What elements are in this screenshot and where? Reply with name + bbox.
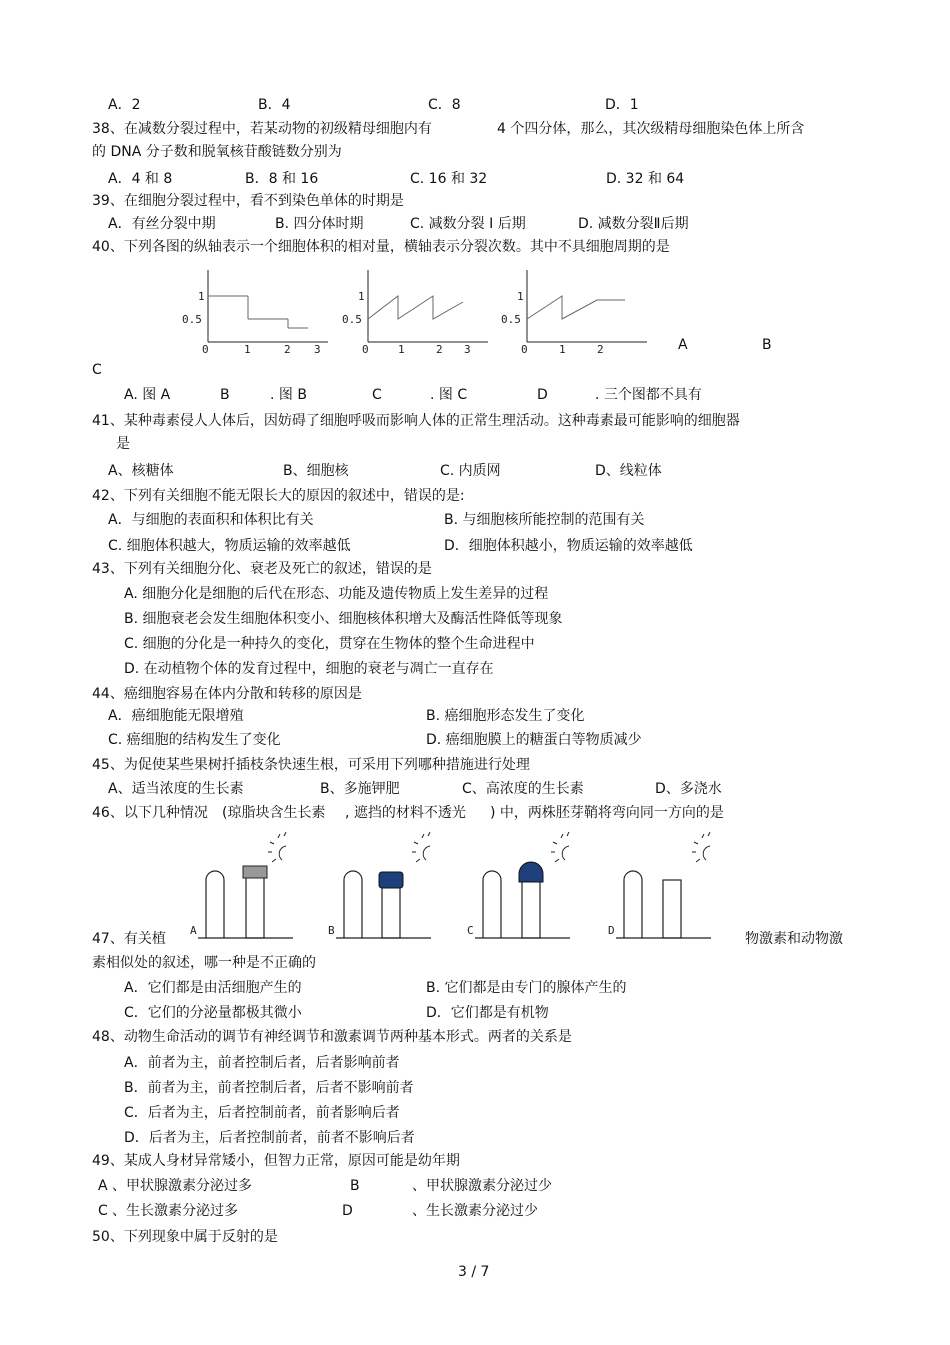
q44-option-c: C. 癌细胞的结构发生了变化 (108, 732, 281, 748)
q40-stem: 40、下列各图的纵轴表示一个细胞体积的相对量，横轴表示分裂次数。其中不具细胞周期的是 (92, 239, 670, 255)
q41-option-c: C. 内质网 (440, 463, 501, 479)
q44-option-d: D. 癌细胞膜上的糖蛋白等物质减少 (426, 732, 642, 748)
q47-stem-part2: 物激素和动物激 (745, 931, 843, 947)
q45-option-d: D、多浇水 (655, 781, 722, 797)
q38-option-c: C. 16 和 32 (410, 171, 488, 187)
q44-stem: 44、癌细胞容易在体内分散和转移的原因是 (92, 686, 362, 702)
q39-option-c: C. 减数分裂 I 后期 (410, 216, 526, 232)
q46-stem-part2: (琼脂块含生长素 (222, 805, 326, 821)
q47-option-d: D．它们都是有机物 (426, 1005, 549, 1021)
q41-stem-line2: 是 (116, 436, 130, 452)
q43-option-c: C. 细胞的分化是一种持久的变化，贯穿在生物体的整个生命进程中 (124, 636, 535, 652)
q38-option-b: B．8 和 16 (245, 171, 319, 187)
sun-icon (692, 832, 710, 862)
q40-graph-a-y1: 1 (198, 290, 205, 303)
q39-option-a: A．有丝分裂中期 (108, 216, 216, 232)
q48-stem: 48、动物生命活动的调节有神经调节和激素调节两种基本形式。两者的关系是 (92, 1029, 572, 1045)
q45-option-b: B、多施钾肥 (320, 781, 400, 797)
q38-option-d: D. 32 和 64 (606, 171, 685, 187)
q48-option-b: B．前者为主，前者控制后者，后者不影响前者 (124, 1080, 414, 1096)
q39-stem: 39、在细胞分裂过程中，看不到染色单体的时期是 (92, 193, 404, 209)
q49-option-d-text: 、生长激素分泌过少 (412, 1203, 538, 1219)
q40-option-d-letter: D (537, 387, 548, 403)
q49-option-c-letter: C (98, 1203, 108, 1219)
q49-option-b-letter: B (350, 1178, 360, 1194)
q41-option-a: A、核糖体 (108, 463, 174, 479)
q46-figure-b (326, 832, 436, 942)
q46-figure-a (188, 832, 298, 942)
q42-option-c: C. 细胞体积越大，物质运输的效率越低 (108, 538, 351, 554)
q40-option-d-text: . 三个图都不具有 (595, 387, 702, 403)
q40-graph-a (178, 270, 321, 356)
sun-icon (551, 832, 569, 862)
q45-option-a: A、适当浓度的生长素 (108, 781, 244, 797)
q38-stem-line2: 的 DNA 分子数和脱氧核苷酸链数分别为 (92, 144, 342, 160)
q42-option-b: B. 与细胞核所能控制的范围有关 (444, 512, 645, 528)
q48-option-a: A．前者为主，前者控制后者，后者影响前者 (124, 1055, 400, 1071)
q43-option-d: D. 在动植物个体的发育过程中，细胞的衰老与凋亡一直存在 (124, 661, 494, 677)
q49-option-d-letter: D (342, 1203, 353, 1219)
q40-graph-c-x1: 1 (559, 343, 566, 356)
q41-option-b: B、细胞核 (283, 463, 349, 479)
q40-option-c-letter: C (372, 387, 382, 403)
q49-option-c-text: 、生长激素分泌过多 (112, 1203, 238, 1219)
q46-figure-a-label: A (190, 924, 197, 937)
q41-option-d: D、线粒体 (595, 463, 662, 479)
q47-stem-part1: 47、有关植 (92, 931, 166, 947)
q40-graph-a-x0: 0 (202, 343, 209, 356)
q46-figure-d-label: D (608, 924, 615, 937)
q40-graph-c-y05: 0.5 (501, 313, 521, 326)
q40-graph-c-x2: 2 (597, 343, 604, 356)
q39-option-b: B. 四分体时期 (275, 216, 364, 232)
sun-icon (412, 832, 430, 862)
q46-figure-c-label: C (467, 924, 474, 937)
q40-side-label-a: A (678, 337, 688, 353)
q43-stem: 43、下列有关细胞分化、衰老及死亡的叙述，错误的是 (92, 561, 432, 577)
q46-figure-c (465, 832, 575, 942)
q49-option-a-text: 、甲状腺激素分泌过多 (112, 1178, 252, 1194)
q39-option-d: D. 减数分裂Ⅱ后期 (578, 216, 689, 232)
q40-graph-b (338, 270, 471, 356)
q37-option-c: C．8 (428, 97, 461, 113)
q37-option-b: B．4 (258, 97, 291, 113)
q41-stem-line1: 41、某种毒素侵人人体后，因妨碍了细胞呼吸而影响人体的正常生理活动。这种毒素最可能影响的细胞器 (92, 413, 740, 429)
q40-graph-b-x0: 0 (362, 343, 369, 356)
q42-stem: 42、下列有关细胞不能无限长大的原因的叙述中，错误的是: (92, 488, 465, 504)
q46-stem-part4: ) 中，两株胚芽鞘将弯向同一方向的是 (490, 805, 724, 821)
q40-graph-b-x1: 1 (398, 343, 405, 356)
page-number: 3 / 7 (458, 1264, 490, 1280)
q48-option-d: D．后者为主，后者控制前者，前者不影响后者 (124, 1130, 415, 1146)
q44-option-b: B. 癌细胞形态发生了变化 (426, 708, 585, 724)
q42-option-a: A．与细胞的表面积和体积比有关 (108, 512, 314, 528)
q40-graph-b-x2: 2 (436, 343, 443, 356)
q40-option-b-text: . 图 B (270, 387, 307, 403)
q40-graph-a-x1: 1 (244, 343, 251, 356)
q49-stem: 49、某成人身材异常矮小，但智力正常，原因可能是幼年期 (92, 1153, 460, 1169)
q42-option-d: D．细胞体积越小，物质运输的效率越低 (444, 538, 693, 554)
q38-option-a: A．4 和 8 (108, 171, 173, 187)
q40-option-c-text: . 图 C (430, 387, 468, 403)
q47-option-a: A．它们都是由活细胞产生的 (124, 980, 302, 996)
q46-stem-part3: , 遮挡的材料不透光 (345, 805, 466, 821)
q48-option-c: C．后者为主，后者控制前者，前者影响后者 (124, 1105, 400, 1121)
q40-graph-a-x3: 3 (314, 343, 321, 356)
q44-option-a: A．癌细胞能无限增殖 (108, 708, 244, 724)
q46-figure-b-label: B (328, 924, 335, 937)
q40-graph-c-y1: 1 (517, 290, 524, 303)
q40-side-label-b: B (762, 337, 772, 353)
q40-graph-b-x3: 3 (464, 343, 471, 356)
q43-option-a: A. 细胞分化是细胞的后代在形态、功能及遗传物质上发生差异的过程 (124, 586, 549, 602)
q40-graph-a-x2: 2 (284, 343, 291, 356)
q45-option-c: C、高浓度的生长素 (462, 781, 584, 797)
q45-stem: 45、为促使某些果树扦插枝条快速生根，可采用下列哪种措施进行处理 (92, 757, 530, 773)
q38-stem-part2: 4 个四分体，那么，其次级精母细胞染色体上所含 (497, 121, 805, 137)
q37-option-a: A．2 (108, 97, 141, 113)
q47-stem-line2: 素相似处的叙述，哪一种是不正确的 (92, 955, 316, 971)
q40-graph-b-y1: 1 (358, 290, 365, 303)
q38-stem-part1: 38、在减数分裂过程中，若某动物的初级精母细胞内有 (92, 121, 432, 137)
sun-icon (268, 832, 286, 862)
q49-option-b-text: 、甲状腺激素分泌过少 (412, 1178, 552, 1194)
q40-wrap-label-c: C (92, 362, 102, 378)
q40-graph-b-y05: 0.5 (342, 313, 362, 326)
q46-stem-part1: 46、以下几种情况 (92, 805, 208, 821)
q47-option-b: B. 它们都是由专门的腺体产生的 (426, 980, 627, 996)
q40-graph-c-x0: 0 (521, 343, 528, 356)
q40-option-a: A. 图 A (124, 387, 171, 403)
q49-option-a-letter: A (98, 1178, 108, 1194)
q40-graph-c (497, 270, 627, 355)
q46-figure-d (606, 832, 716, 942)
q43-option-b: B. 细胞衰老会发生细胞体积变小、细胞核体积增大及酶活性降低等现象 (124, 611, 563, 627)
q47-option-c: C．它们的分泌量都极其微小 (124, 1005, 302, 1021)
q50-stem: 50、下列现象中属于反射的是 (92, 1229, 278, 1245)
q40-option-b-letter: B (220, 387, 230, 403)
q37-option-d: D．1 (605, 97, 639, 113)
q40-graph-a-y05: 0.5 (182, 313, 202, 326)
